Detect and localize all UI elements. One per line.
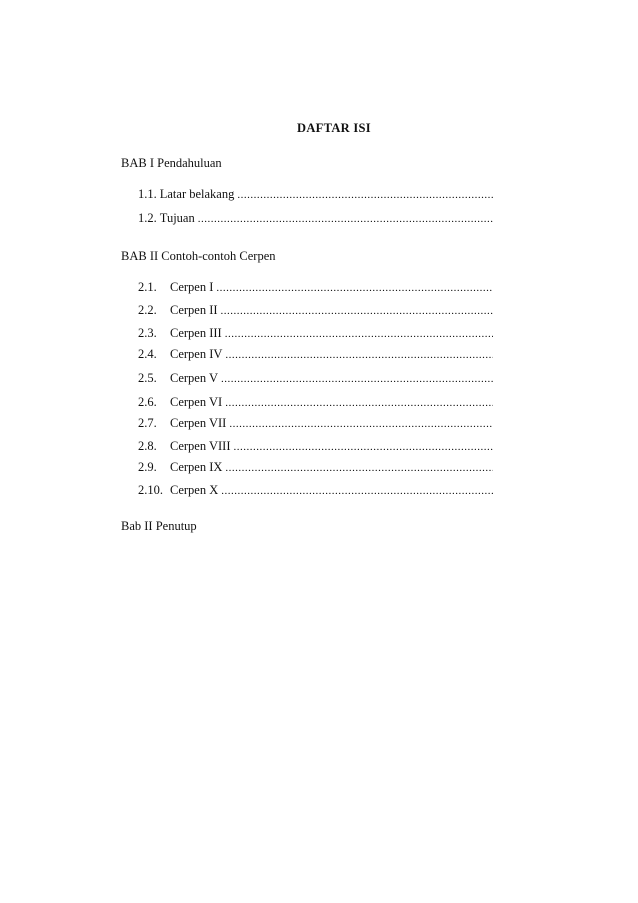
- section-heading-bab-2: BAB II Contoh-contoh Cerpen: [121, 249, 276, 263]
- toc-entry-2-3[interactable]: [138, 326, 493, 341]
- toc-entry-2-9[interactable]: [138, 460, 493, 475]
- toc-entry-number: 2.9.: [138, 460, 157, 474]
- toc-entry-label: Cerpen I: [170, 280, 214, 294]
- toc-entry-2-1[interactable]: [138, 280, 493, 295]
- toc-entry-1-1[interactable]: [138, 187, 493, 202]
- toc-entry-number: 2.8.: [138, 439, 157, 453]
- toc-entry-label: Cerpen IX: [170, 460, 223, 474]
- toc-entry-number: 1.2.: [138, 211, 157, 225]
- dot-leader: [225, 397, 493, 409]
- toc-entry-2-5[interactable]: [138, 371, 493, 386]
- toc-entry-number: 2.5.: [138, 371, 157, 385]
- toc-entry-2-10[interactable]: [138, 483, 493, 498]
- toc-entry-2-4[interactable]: [138, 347, 493, 362]
- toc-entry-label: Cerpen III: [170, 326, 222, 340]
- dot-leader: [198, 213, 493, 225]
- toc-entry-label: Cerpen VII: [170, 416, 227, 430]
- toc-entry-2-8[interactable]: [138, 439, 493, 454]
- dot-leader: [221, 485, 493, 497]
- dot-leader: [225, 462, 493, 474]
- toc-entry-number: 2.4.: [138, 347, 157, 361]
- dot-leader: [234, 441, 493, 453]
- dot-leader: [225, 349, 493, 361]
- toc-entry-label: Tujuan: [159, 211, 195, 225]
- toc-entry-2-7[interactable]: [138, 416, 493, 431]
- dot-leader: [237, 189, 493, 201]
- dot-leader: [216, 282, 493, 294]
- dot-leader: [221, 373, 493, 385]
- toc-entry-label: Cerpen VI: [170, 395, 223, 409]
- toc-entry-number: 1.1.: [138, 187, 157, 201]
- toc-entry-number: 2.10.: [138, 483, 163, 497]
- toc-entry-2-6[interactable]: [138, 395, 493, 410]
- toc-entry-label: Cerpen V: [170, 371, 219, 385]
- toc-entry-number: 2.2.: [138, 303, 157, 317]
- dot-leader: [229, 418, 493, 430]
- page-title: DAFTAR ISI: [297, 121, 371, 135]
- dot-leader: [221, 305, 493, 317]
- toc-entry-label: Cerpen IV: [170, 347, 223, 361]
- toc-entry-number: 2.1.: [138, 280, 157, 294]
- toc-entry-label: Cerpen X: [170, 483, 219, 497]
- toc-entry-label: Cerpen II: [170, 303, 218, 317]
- toc-entry-number: 2.3.: [138, 326, 157, 340]
- toc-entry-number: 2.6.: [138, 395, 157, 409]
- toc-entry-label: Cerpen VIII: [170, 439, 231, 453]
- toc-entry-1-2[interactable]: [138, 211, 493, 226]
- toc-entry-number: 2.7.: [138, 416, 157, 430]
- section-heading-penutup: Bab II Penutup: [121, 519, 197, 533]
- toc-entry-label: Latar belakang: [159, 187, 235, 201]
- toc-entry-2-2[interactable]: [138, 303, 493, 318]
- dot-leader: [225, 328, 493, 340]
- section-heading-bab-1: BAB I Pendahuluan: [121, 156, 222, 170]
